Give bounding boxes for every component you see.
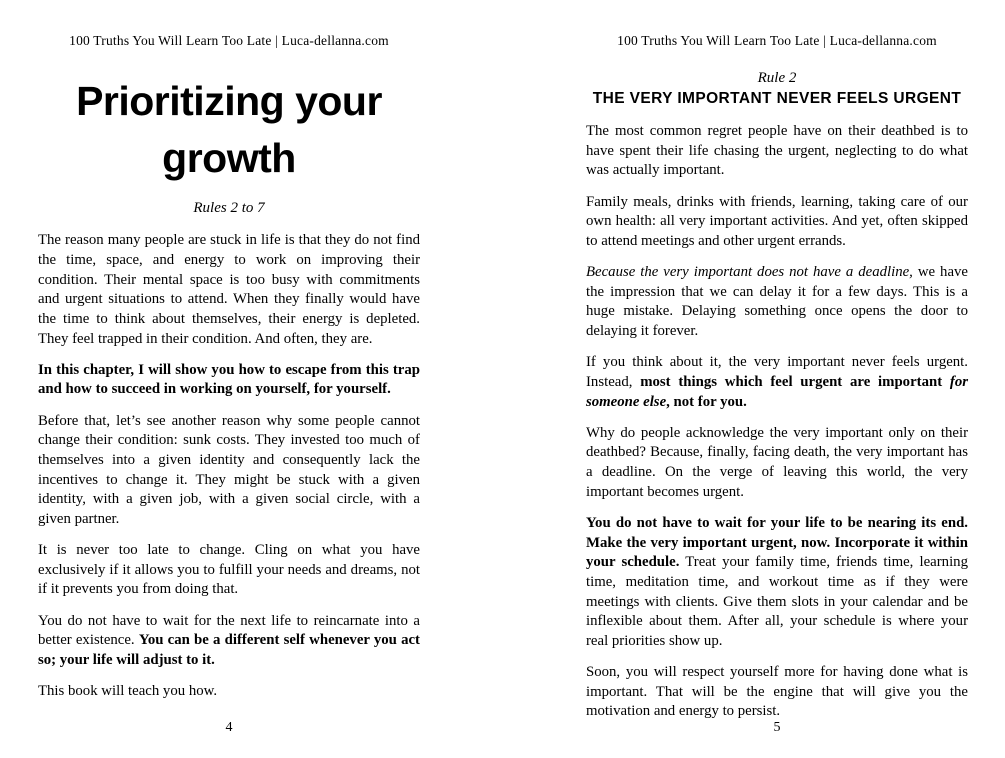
- paragraph: [38, 361, 420, 400]
- running-header-right: 100 Truths You Will Learn Too Late | Luca-dellanna.com: [617, 33, 937, 48]
- text-run: You do not have to wait for the next life to reincarnate into a better existence.: [38, 612, 420, 649]
- text-run: Why do people acknowledge the very important only on their deathbed? Because, finally, facing death, the very important has a deadline. On the verge of leaving this world, the very important becomes urgent.: [586, 424, 968, 500]
- page-number-left: 4: [225, 720, 233, 735]
- text-run: The most common regret people have on their deathbed is to have spent their life chasing the urgent, neglecting to do what was actually important.: [586, 123, 968, 179]
- text-run: You do not have to wait for your life to be nearing its end. Make the very important urgent, now. Incorporate it within your schedule.: [586, 514, 968, 571]
- paragraph: [38, 682, 420, 702]
- text-run: for someone else: [586, 373, 968, 410]
- text-run: You can be a different self whenever you act so; your life will adjust to it.: [38, 632, 420, 668]
- text-run: Before that, let’s see another reason why some people cannot change their condition: sunk costs. They invested too much of themselves into a given identity and consequently lack the incentives to change it. They might be stuck with a given identity, with a given job, with a given social circle, with a given partner.: [38, 412, 420, 527]
- text-run: In this chapter, I will show you how to escape from this trap and how to succeed in working on yourself, for yourself.: [38, 361, 420, 398]
- paragraph: [586, 353, 968, 412]
- text-run: If you think about it, the very important never feels urgent. Instead,: [586, 354, 968, 390]
- page-left: [0, 0, 502, 758]
- text-run: Soon, you will respect yourself more for having done what is important. That will be the engine that will give you the motivation and energy to persist.: [586, 664, 968, 720]
- text-run: Because the very important does not have a deadline,: [586, 264, 913, 281]
- paragraph: [586, 122, 968, 181]
- text-run: The reason many people are stuck in life is that they do not find the time, space, and energy to work on improving their condition. Their mental space is too busy with commitments and urgent situations to attend. When they finally would have the time to think about themselves, their energy is depleted. They feel trapped in their condition. And often, they are.: [38, 232, 420, 347]
- text-run: most things which feel urgent are important: [640, 373, 950, 390]
- paragraph: [38, 612, 420, 671]
- paragraph: [38, 541, 420, 600]
- left-page-body: [38, 231, 420, 702]
- paragraph: [586, 514, 968, 652]
- chapter-subtitle: Rules 2 to 7: [193, 200, 265, 217]
- chapter-title: Prioritizing your growth: [76, 78, 382, 181]
- paragraph: [586, 263, 968, 342]
- rule-heading: THE VERY IMPORTANT NEVER FEELS URGENT: [592, 90, 962, 107]
- paragraph: [586, 663, 968, 722]
- right-page-body: [586, 122, 968, 722]
- paragraph: [38, 412, 420, 530]
- page-number-right: 5: [773, 720, 781, 735]
- paragraph: [586, 193, 968, 252]
- text-run: , not for you.: [666, 393, 747, 410]
- paragraph: [586, 424, 968, 503]
- text-run: Treat your family time, friends time, learning time, meditation time, and workout time as if they were meetings with clients. Give them slots in your calendar and be inflexible about them. After all, your schedule is where your real priorities show up.: [586, 554, 968, 649]
- paragraph: [38, 231, 420, 349]
- running-header-left: 100 Truths You Will Learn Too Late | Luca-dellanna.com: [69, 33, 389, 48]
- text-run: we have the impression that we can delay it for a few days. This is a huge mistake. Delaying something once opens the door to delaying it forever.: [586, 264, 968, 340]
- text-run: Family meals, drinks with friends, learning, taking care of our own health: all very important activities. And yet, often skipped to attend meetings and other urgent errands.: [586, 193, 968, 249]
- text-run: It is never too late to change. Cling on what you have exclusively if it allows you to fulfill your needs and dreams, not if it prevents you from doing that.: [38, 542, 420, 598]
- text-run: This book will teach you how.: [38, 683, 218, 700]
- page-right: [502, 0, 1005, 758]
- rule-label: Rule 2: [757, 70, 797, 86]
